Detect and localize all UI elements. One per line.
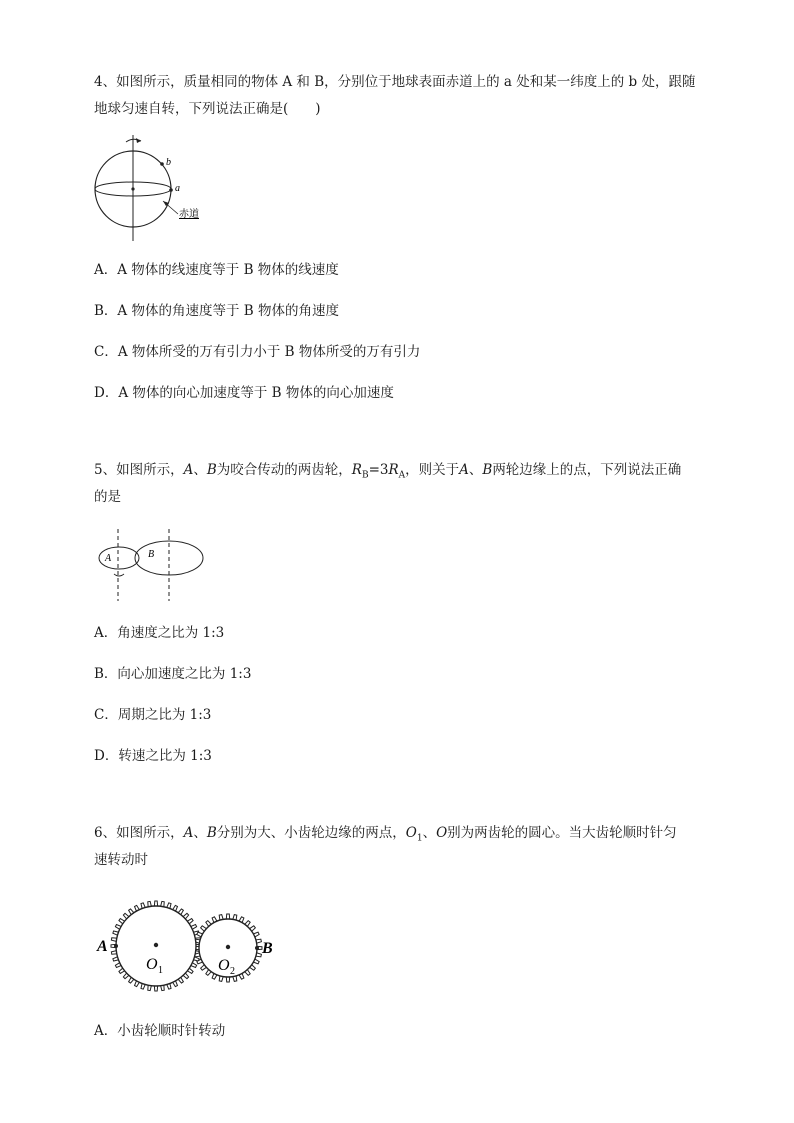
point-a-dot <box>114 944 118 948</box>
label-b: b <box>166 157 171 168</box>
q5-stem-line2: 的是 <box>94 489 121 505</box>
label-o1: O <box>146 956 158 973</box>
label-o2: O <box>218 957 230 974</box>
q5-option-b: B．向心加速度之比为 1:3 <box>94 666 252 682</box>
label-equator: 赤道 <box>179 209 199 220</box>
center-o2-dot <box>226 945 230 949</box>
label-o1-sub: 1 <box>158 965 163 976</box>
point-b-dot <box>255 946 259 950</box>
q4-option-d: D．A 物体的向心加速度等于 B 物体的向心加速度 <box>94 385 394 401</box>
q4-stem-line2: 地球匀速自转，下列说法正确是( ) <box>94 101 321 117</box>
q4-option-c: C．A 物体所受的万有引力小于 B 物体所受的万有引力 <box>94 344 421 360</box>
label-gear-b: B <box>148 549 155 560</box>
label-point-b: B <box>262 940 273 957</box>
label-gear-a: A <box>105 553 112 564</box>
q5-option-a: A．角速度之比为 1:3 <box>94 625 225 641</box>
q6-stem-line2: 速转动时 <box>94 852 148 868</box>
q6-stem-line1: 6、如图所示，A、B分别为大、小齿轮边缘的两点，$O_1$、O别为两齿轮的圆心。当大齿轮顺时针匀 <box>94 825 677 844</box>
q4-option-a: A．A 物体的线速度等于 B 物体的线速度 <box>94 262 339 278</box>
q5-stem-line1: 5、如图所示，A、B为咬合传动的两齿轮，$R_B=3R_A$，则关于A、B两轮边缘上的点，下列说法正确 <box>94 462 682 481</box>
q4-option-b: B．A 物体的角速度等于 B 物体的角速度 <box>94 303 339 319</box>
q6-option-a: A．小齿轮顺时针转动 <box>94 1023 226 1039</box>
earth-figure <box>90 135 210 243</box>
q4-stem-line1: 4、如图所示，质量相同的物体 A 和 B，分别位于地球表面赤道上的 a 处和某一纬度上的 b 处，跟随 <box>94 74 696 90</box>
q5-option-d: D．转速之比为 1:3 <box>94 748 212 764</box>
point-a-dot <box>169 188 173 192</box>
label-a: a <box>175 183 180 194</box>
label-point-a: A <box>97 938 108 955</box>
gear-pair-figure <box>92 527 212 603</box>
center-o1-dot <box>154 943 158 947</box>
earth-center-dot <box>131 187 134 190</box>
q5-option-c: C．周期之比为 1:3 <box>94 707 212 723</box>
rotation-arrow-a <box>114 574 124 576</box>
label-o2-sub: 2 <box>230 966 235 977</box>
point-b-dot <box>160 162 164 166</box>
gears-figure <box>92 892 286 1000</box>
